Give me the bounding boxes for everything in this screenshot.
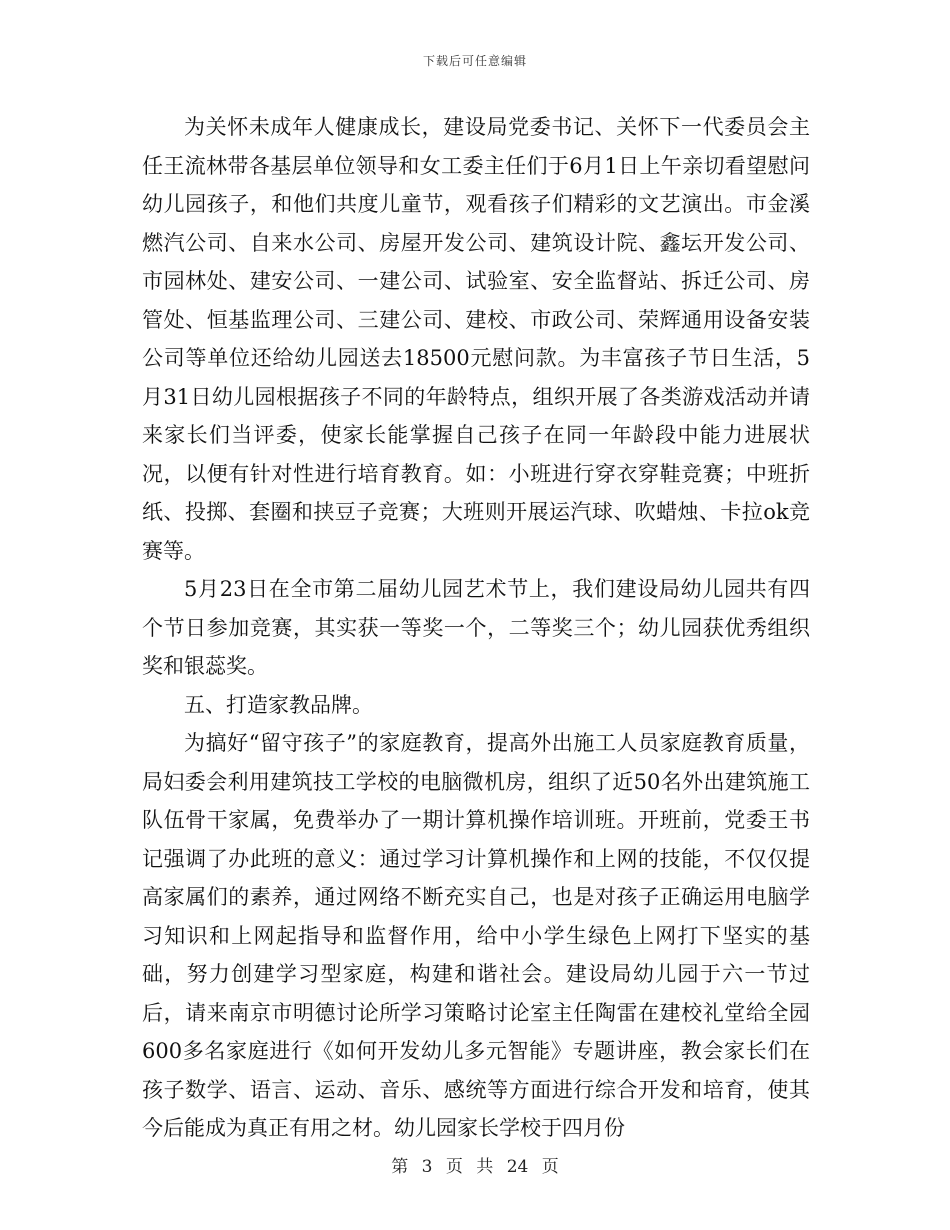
paragraph-family-education: 为搞好“留守孩子”的家庭教育，提高外出施工人员家庭教育质量，局妇委会利用建筑技工学校的电脑微机房，组织了近50名外出建筑施工队伍骨干家属，免费举办了一期计算机操作培训班。开班前，党委王书记强调了办此班的意义：通过学习计算机操作和上网的技能，不仅仅提高家属们的素养，通过网络不断充实自己，也是对孩子正确运用电脑学习知识和上网起指导和监督作用，给中小学生绿色上网打下坚实的基础，努力创建学习型家庭，构建和谐社会。建设局幼儿园于六一节过后，请来南京市明德讨论所学习策略讨论室主任陶雷在建校礼堂给全园600多名家庭进行《如何开发幼儿多元智能》专题讲座，教会家长们在孩子数学、语言、运动、音乐、感统等方面进行综合开发和培育，使其今后能成为真正有用之材。幼儿园家长学校于四月份: [142, 731, 810, 1140]
paragraph-children-day: 为关怀未成年人健康成长，建设局党委书记、关怀下一代委员会主任王流林带各基层单位领导和女工委主任们于6月1日上午亲切看望慰问幼儿园孩子，和他们共度儿童节，观看孩子们精彩的文艺演出。市金溪燃汽公司、自来水公司、房屋开发公司、建筑设计院、鑫坛开发公司、市园林处、建安公司、一建公司、试验室、安全监督站、拆迁公司、房管处、恒基监理公司、三建公司、建校、市政公司、荣辉通用设备安装公司等单位还给幼儿园送去18500元慰问款。为丰富孩子节日生活，5月31日幼儿园根据孩子不同的年龄特点，组织开展了各类游戏活动并请来家长们当评委，使家长能掌握自己孩子在同一年龄段中能力进展状况，以便有针对性进行培育教育。如：小班进行穿衣穿鞋竞赛；中班折纸、投掷、套圈和挟豆子竞赛；大班则开展运汽球、吹蜡烛、卡拉ok竞赛等。: [142, 115, 810, 563]
page-number: 第 3 页 共 24 页: [391, 1157, 559, 1177]
document-body: [142, 108, 810, 1148]
section-heading-family-education: 五、打造家教品牌。: [184, 692, 373, 717]
paragraph-art-festival: 5月23日在全市第二届幼儿园艺术节上，我们建设局幼儿园共有四个节日参加竞赛，其实获一等奖一个，二等奖三个；幼儿园获优秀组织奖和银蕊奖。: [142, 577, 810, 678]
page-header: 下载后可任意编辑: [422, 54, 527, 68]
